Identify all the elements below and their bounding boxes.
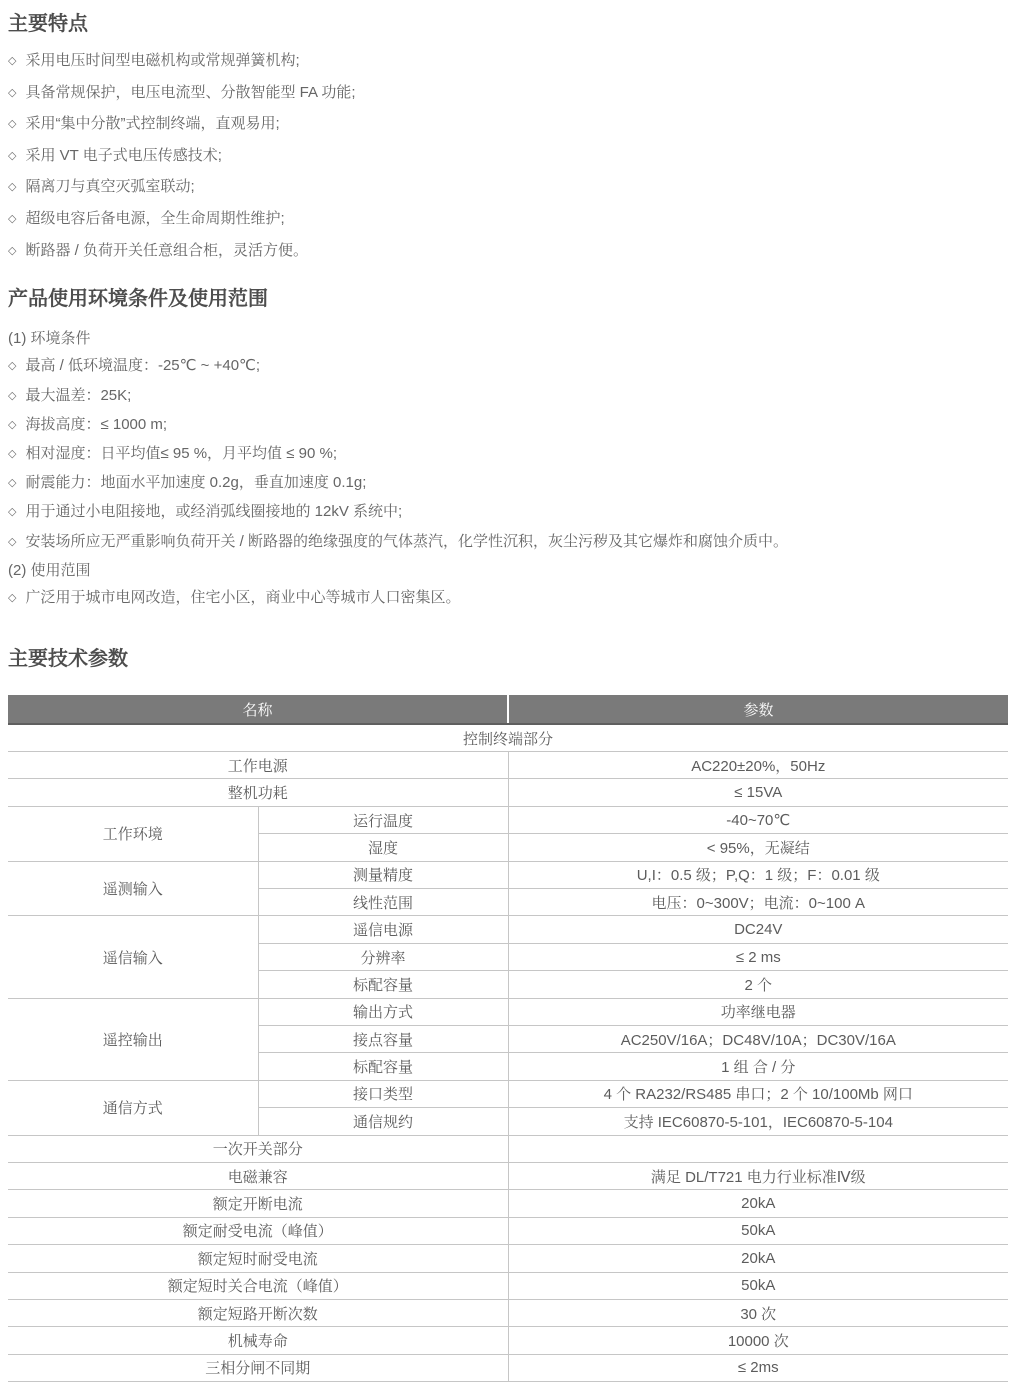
spec-value-cell: 30 次 (508, 1299, 1008, 1326)
spec-value-cell: 2 个 (508, 971, 1008, 998)
spec-value-cell: 1 组 合 / 分 (508, 1053, 1008, 1080)
features-title: 主要特点 (8, 13, 88, 35)
feature-item (8, 109, 1008, 141)
feature-item (8, 78, 1008, 110)
spec-value-cell: 4 个 RA232/RS485 串口；2 个 10/100Mb 网口 (508, 1080, 1008, 1107)
table-row (8, 779, 1008, 806)
spec-name-cell: 额定短时耐受电流 (8, 1245, 508, 1272)
diamond-bullet-icon: ◇ (8, 389, 17, 402)
table-section-row (8, 724, 1008, 751)
usage-title: 产品使用环境条件及使用范围 (8, 288, 268, 311)
feature-item (8, 172, 1008, 204)
spec-value-cell: 功率继电器 (508, 998, 1008, 1025)
usage-group-label: (2) 使用范围 (8, 561, 91, 579)
spec-name-cell: 额定耐受电流（峰值） (8, 1217, 508, 1244)
diamond-bullet-icon: ◇ (8, 360, 17, 373)
table-row (8, 861, 1008, 888)
table-section-name-row (8, 1135, 1008, 1162)
spec-sub-cell: 接点容量 (258, 1025, 508, 1052)
feature-text: 采用 VT 电子式电压传感技术; (25, 146, 222, 164)
table-row (8, 752, 1008, 779)
spec-value-cell: ≤ 2ms (508, 1354, 1008, 1381)
spec-sub-cell: 通信规约 (258, 1108, 508, 1135)
usage-text: 相对湿度：日平均值≤ 95 %，月平均值 ≤ 90 %; (25, 444, 337, 462)
spec-value-cell: 50kA (508, 1217, 1008, 1244)
spec-value-cell: ≤ 2 ms (508, 943, 1008, 970)
table-row (8, 1299, 1008, 1326)
diamond-bullet-icon: ◇ (8, 149, 17, 162)
table-row (8, 1162, 1008, 1189)
spec-value-cell: 支持 IEC60870-5-101，IEC60870-5-104 (508, 1108, 1008, 1135)
table-header-param: 参数 (508, 695, 1008, 724)
usage-text: 耐震能力：地面水平加速度 0.2g，垂直加速度 0.1g; (25, 474, 367, 492)
diamond-bullet-icon: ◇ (8, 591, 17, 604)
spec-value-cell: 10000 次 (508, 1327, 1008, 1354)
diamond-bullet-icon: ◇ (8, 418, 17, 431)
spec-name-cell: 整机功耗 (8, 779, 508, 806)
diamond-bullet-icon: ◇ (8, 477, 17, 490)
usage-group-label: (1) 环境条件 (8, 330, 91, 348)
diamond-bullet-icon: ◇ (8, 447, 17, 460)
spec-group-cell: 工作环境 (8, 806, 258, 861)
spec-value-cell: 50kA (508, 1272, 1008, 1299)
specs-table (8, 695, 1008, 1382)
spec-name-cell: 三相分闸不同期 (8, 1354, 508, 1381)
spec-value-cell: 满足 DL/T721 电力行业标准Ⅳ级 (508, 1162, 1008, 1189)
spec-value-cell: 20kA (508, 1245, 1008, 1272)
table-row (8, 1245, 1008, 1272)
spec-value-cell (508, 1135, 1008, 1162)
spec-sub-cell: 线性范围 (258, 889, 508, 916)
feature-text: 断路器 / 负荷开关任意组合柜，灵活方便。 (25, 241, 308, 259)
usage-text: 安装场所应无严重影响负荷开关 / 断路器的绝缘强度的气体蒸汽，化学性沉积，灰尘污秽及其它爆炸和腐蚀介质中。 (25, 532, 788, 550)
table-row (8, 916, 1008, 943)
specs-title: 主要技术参数 (8, 648, 128, 671)
table-row (8, 1272, 1008, 1299)
feature-list (8, 46, 1008, 267)
spec-value-cell: DC24V (508, 916, 1008, 943)
usage-item (8, 584, 1008, 613)
section-label: 控制终端部分 (463, 730, 554, 748)
usage-item (8, 411, 1008, 440)
table-header-row (8, 695, 1008, 724)
usage-text: 最高 / 低环境温度：-25℃ ~ +40℃; (25, 357, 261, 375)
spec-sub-cell: 接口类型 (258, 1080, 508, 1107)
table-row (8, 998, 1008, 1025)
diamond-bullet-icon: ◇ (8, 181, 17, 194)
usage-text: 海拔高度：≤ 1000 m; (25, 415, 168, 433)
usage-item (8, 498, 1008, 527)
spec-value-cell: 20kA (508, 1190, 1008, 1217)
usage-item (8, 469, 1008, 498)
feature-text: 具备常规保护，电压电流型、分散智能型 FA 功能; (25, 83, 356, 101)
usage-text: 最大温差：25K; (25, 386, 132, 404)
diamond-bullet-icon: ◇ (8, 212, 17, 225)
diamond-bullet-icon: ◇ (8, 118, 17, 131)
spec-value-cell: ≤ 15VA (508, 779, 1008, 806)
diamond-bullet-icon: ◇ (8, 86, 17, 99)
table-row (8, 1354, 1008, 1381)
spec-group-cell: 通信方式 (8, 1080, 258, 1135)
feature-item (8, 236, 1008, 268)
diamond-bullet-icon: ◇ (8, 506, 17, 519)
diamond-bullet-icon: ◇ (8, 244, 17, 257)
spec-sub-cell: 分辨率 (258, 943, 508, 970)
spec-name-cell: 额定开断电流 (8, 1190, 508, 1217)
spec-value-cell: < 95%，无凝结 (508, 834, 1008, 861)
usage-item (8, 440, 1008, 469)
table-header-name: 名称 (8, 695, 508, 724)
table-row (8, 1217, 1008, 1244)
spec-name-cell: 机械寿命 (8, 1327, 508, 1354)
spec-group-cell: 遥控输出 (8, 998, 258, 1080)
feature-text: 超级电容后备电源，全生命周期性维护; (25, 209, 285, 227)
feature-item (8, 141, 1008, 173)
table-row (8, 1327, 1008, 1354)
spec-name-cell: 工作电源 (8, 752, 508, 779)
usage-list (8, 325, 1008, 613)
spec-sub-cell: 输出方式 (258, 998, 508, 1025)
spec-value-cell: AC250V/16A；DC48V/10A；DC30V/16A (508, 1025, 1008, 1052)
spec-sub-cell: 测量精度 (258, 861, 508, 888)
usage-text: 用于通过小电阻接地，或经消弧线圈接地的 12kV 系统中; (25, 503, 403, 521)
usage-item (8, 352, 1008, 381)
spec-group-cell: 遥测输入 (8, 861, 258, 916)
feature-item (8, 46, 1008, 78)
spec-name-cell: 额定短路开断次数 (8, 1299, 508, 1326)
spec-group-cell: 遥信输入 (8, 916, 258, 998)
feature-text: 采用电压时间型电磁机构或常规弹簧机构; (25, 52, 300, 69)
usage-item (8, 528, 1008, 557)
spec-value-cell: U,I：0.5 级；P,Q：1 级；F：0.01 级 (508, 861, 1008, 888)
spec-name-cell: 额定短时关合电流（峰值） (8, 1272, 508, 1299)
spec-value-cell: -40~70℃ (508, 806, 1008, 833)
usage-text: 广泛用于城市电网改造，住宅小区，商业中心等城市人口密集区。 (25, 588, 461, 606)
spec-name-cell: 电磁兼容 (8, 1162, 508, 1189)
spec-sub-cell: 湿度 (258, 834, 508, 861)
spec-value-cell: AC220±20%，50Hz (508, 752, 1008, 779)
feature-text: 采用“集中分散”式控制终端，直观易用; (25, 115, 280, 133)
feature-item (8, 204, 1008, 236)
table-row (8, 806, 1008, 833)
table-row (8, 1190, 1008, 1217)
feature-text: 隔离刀与真空灭弧室联动; (25, 178, 195, 196)
spec-value-cell: 电压：0~300V；电流：0~100 A (508, 889, 1008, 916)
section-label: 一次开关部分 (8, 1135, 508, 1162)
spec-sub-cell: 遥信电源 (258, 916, 508, 943)
spec-sub-cell: 标配容量 (258, 1053, 508, 1080)
spec-sub-cell: 运行温度 (258, 806, 508, 833)
spec-sub-cell: 标配容量 (258, 971, 508, 998)
diamond-bullet-icon: ◇ (8, 535, 17, 548)
usage-item (8, 382, 1008, 411)
diamond-bullet-icon: ◇ (8, 55, 17, 67)
table-row (8, 1080, 1008, 1107)
